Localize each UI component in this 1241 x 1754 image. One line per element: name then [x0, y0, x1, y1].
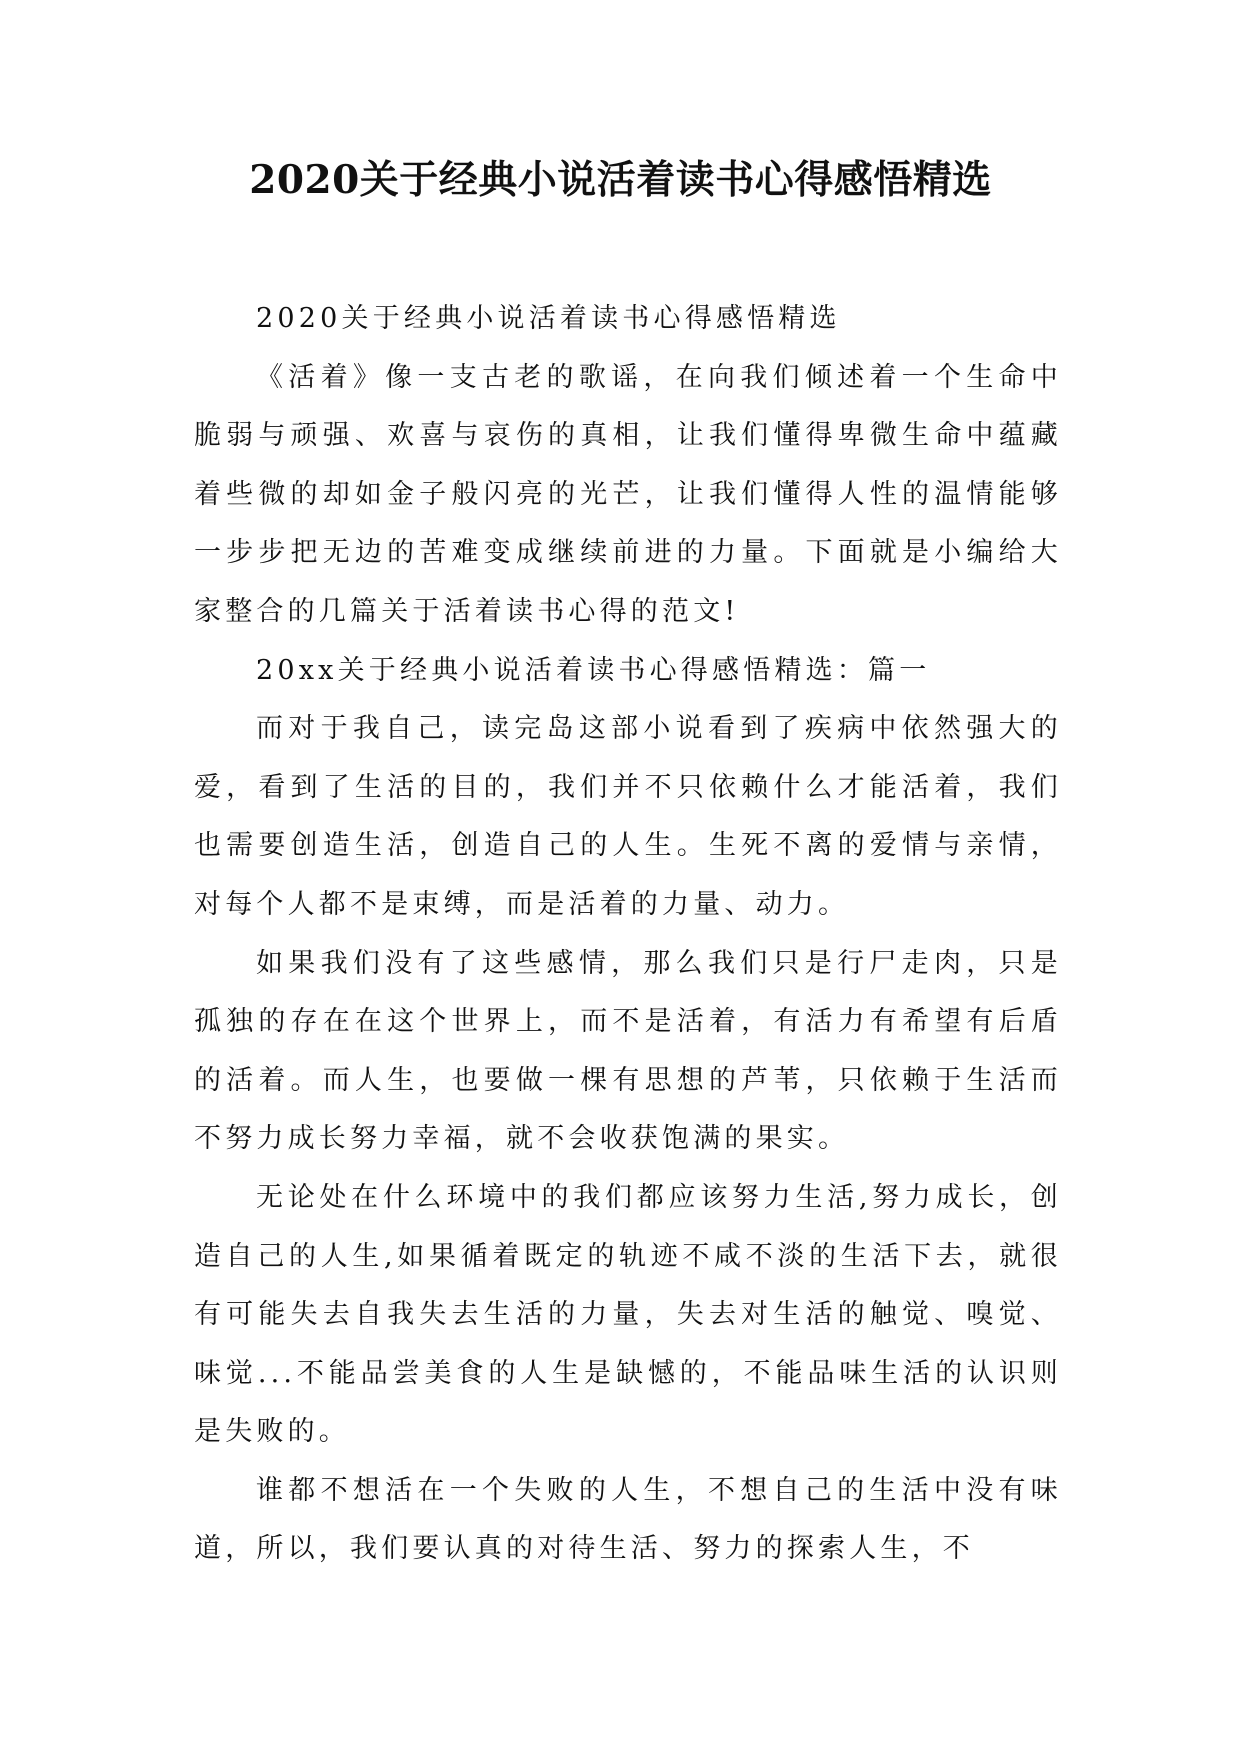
paragraph: 无论处在什么环境中的我们都应该努力生活,努力成长，创造自己的人生,如果循着既定的轨迹不咸不淡的生活下去，就很有可能失去自我失去生活的力量，失去对生活的触觉、嗅觉、味觉...不能品尝美食的人生是缺憾的，不能品味生活的认识则是失败的。 — [194, 1181, 1062, 1448]
paragraph-subtitle: 2020关于经典小说活着读书心得感悟精选 — [256, 303, 841, 334]
paragraph: 谁都不想活在一个失败的人生，不想自己的生活中没有味道，所以，我们要认真的对待生活、努力的探索人生，不 — [194, 1474, 1062, 1565]
document-body — [194, 290, 1062, 1579]
paragraph-section-heading: 20xx关于经典小说活着读书心得感悟精选：篇一 — [256, 654, 931, 686]
paragraph: 而对于我自己，读完岛这部小说看到了疾病中依然强大的爱，看到了生活的目的，我们并不只依赖什么才能活着，我们也需要创造生活，创造自己的人生。生死不离的爱情与亲情，对每个人都不是束缚，而是活着的力量、动力。 — [194, 713, 1062, 920]
document-title: 2020关于经典小说活着读书心得感悟精选 — [249, 157, 992, 203]
paragraph: 如果我们没有了这些感情，那么我们只是行尸走肉，只是孤独的存在在这个世界上，而不是活着，有活力有希望有后盾的活着。而人生，也要做一棵有思想的芦苇，只依赖于生活而不努力成长努力幸福，就不会收获饱满的果实。 — [194, 947, 1062, 1155]
paragraph-intro: 《活着》像一支古老的歌谣，在向我们倾述着一个生命中脆弱与顽强、欢喜与哀伤的真相，让我们懂得卑微生命中蕴藏着些微的却如金子般闪亮的光芒，让我们懂得人性的温情能够一步步把无边的苦难变成继续前进的力量。下面就是小编给大家整合的几篇关于活着读书心得的范文! — [194, 361, 1062, 627]
